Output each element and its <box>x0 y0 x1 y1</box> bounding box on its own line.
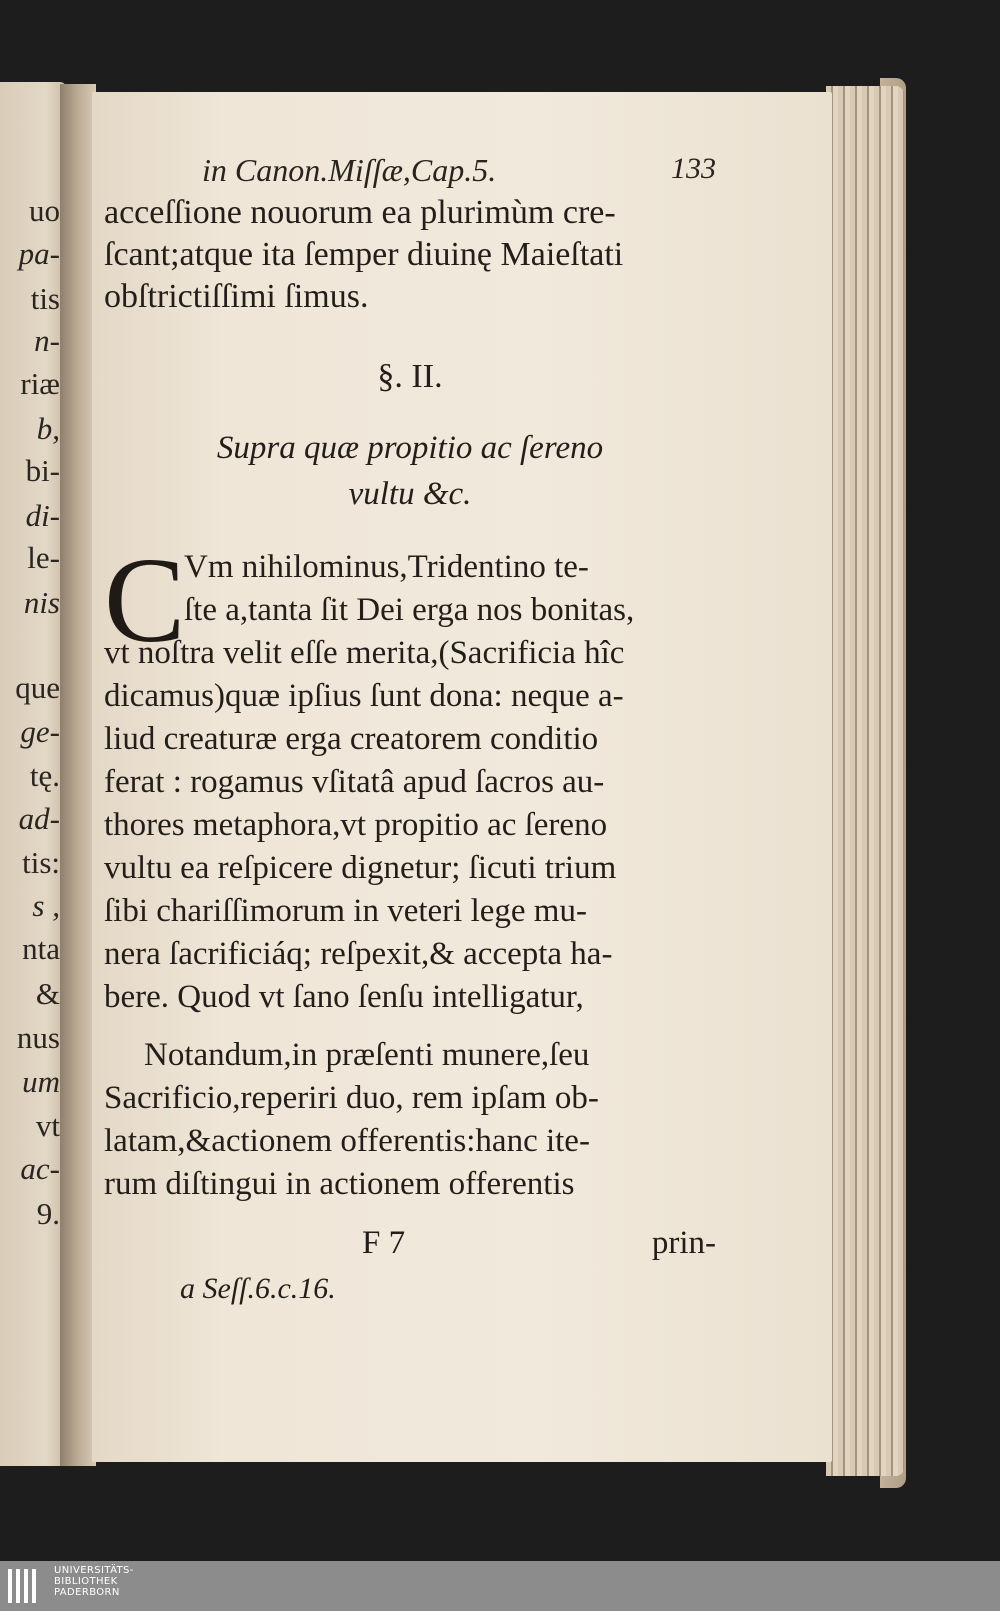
text-line: obſtrictiſſimi ſimus. <box>104 278 369 315</box>
text-line: nera ſacrificiáq; reſpexit,& accepta ha- <box>104 936 613 972</box>
text-line: thores metaphora,vt propitio ac ſereno <box>104 807 608 843</box>
previous-page-fragment: uo <box>29 193 60 228</box>
section-heading: §. II. <box>377 358 443 395</box>
previous-page-fragment: tis: <box>22 845 60 880</box>
text-line: Notandum,in præſenti munere,ſeu <box>144 1037 590 1073</box>
previous-page-fragment: & <box>35 976 60 1011</box>
previous-page-fragment: que <box>15 670 60 705</box>
text-line: Sacrificio,reperiri duo, rem ipſam ob- <box>104 1080 599 1116</box>
footnote: a Seſſ.6.c.16. <box>180 1272 336 1305</box>
footer-bar <box>0 1561 1000 1611</box>
logo-line: PADERBORN <box>54 1587 120 1598</box>
text-line: ſcant;atque ita ſemper diuinę Maieſtati <box>104 236 624 273</box>
previous-page-fragment: vt <box>35 1108 60 1143</box>
text-line: ſte a,tanta ſit Dei erga nos bonitas, <box>184 592 635 628</box>
previous-page-fragment: 9. <box>36 1196 60 1231</box>
drop-capital: C <box>104 533 186 668</box>
intro-text <box>104 192 716 318</box>
previous-page-fragment: n- <box>34 323 60 358</box>
text-line: liud creaturæ erga creatorem conditio <box>104 721 599 757</box>
previous-page-fragment: nta <box>22 931 60 966</box>
text-line: rum diſtingui in actionem offerentis <box>104 1166 575 1202</box>
subheading <box>104 425 716 517</box>
text-line: ſibi chariſſimorum in veteri lege mu- <box>104 893 587 929</box>
previous-page-fragment: ad- <box>18 801 60 836</box>
previous-page-fragment: le- <box>27 540 60 575</box>
previous-page-fragment: riæ <box>20 366 60 401</box>
previous-page-fragment: nus <box>16 1020 60 1055</box>
logo-line: BIBLIOTHEK <box>54 1576 118 1587</box>
signature-line <box>104 1225 716 1269</box>
library-logo-text <box>54 1565 134 1598</box>
previous-page-fragment: bi- <box>25 453 60 488</box>
previous-page-fragment: nis <box>23 585 60 620</box>
text-line: latam,&actionem offerentis:hanc ite- <box>104 1123 590 1159</box>
text-line: Vm nihilominus,Tridentino te- <box>184 549 589 585</box>
text-line: vt noſtra velit eſſe merita,(Sacrificia hîc <box>104 635 625 671</box>
text-line: vultu ea reſpicere dignetur; ſicuti trium <box>104 850 617 886</box>
running-title: in Canon.Miſſæ,Cap.5. <box>202 152 497 188</box>
logo-line: UNIVERSITÄTS- <box>54 1565 134 1576</box>
previous-page-fragment: ge- <box>20 714 60 749</box>
previous-page-fragment: di- <box>25 498 60 533</box>
library-logo-icon <box>8 1569 46 1603</box>
previous-page-fragment: um <box>22 1064 60 1099</box>
text-line: dicamus)quæ ipſius ſunt dona: neque a- <box>104 678 624 714</box>
text-line: acceſſione nouorum ea plurimùm cre- <box>104 194 616 231</box>
subheading-line: Supra quæ propitio ac ſereno <box>216 430 604 466</box>
previous-page-fragment: b, <box>36 411 60 446</box>
previous-page-fragment: s , <box>32 888 60 923</box>
paragraph-2 <box>104 1034 716 1206</box>
book-gutter <box>60 84 96 1466</box>
catchword: prin- <box>651 1225 716 1261</box>
running-header <box>104 152 716 192</box>
previous-page-fragment: tę. <box>29 758 60 793</box>
signature-mark: F 7 <box>362 1225 406 1261</box>
previous-page-fragment: pa- <box>18 236 60 271</box>
page-number: 133 <box>671 152 716 185</box>
subheading-line: vultu &c. <box>348 476 472 512</box>
previous-page-fragment: ac- <box>20 1151 60 1186</box>
text-line: ferat : rogamus vſitatâ apud ſacros au- <box>104 764 605 800</box>
paragraph-1 <box>104 546 716 1019</box>
previous-page-fragment: tis <box>30 281 60 316</box>
text-line: bere. Quod vt ſano ſenſu intelligatur, <box>104 979 584 1015</box>
page-edges <box>826 86 904 1476</box>
